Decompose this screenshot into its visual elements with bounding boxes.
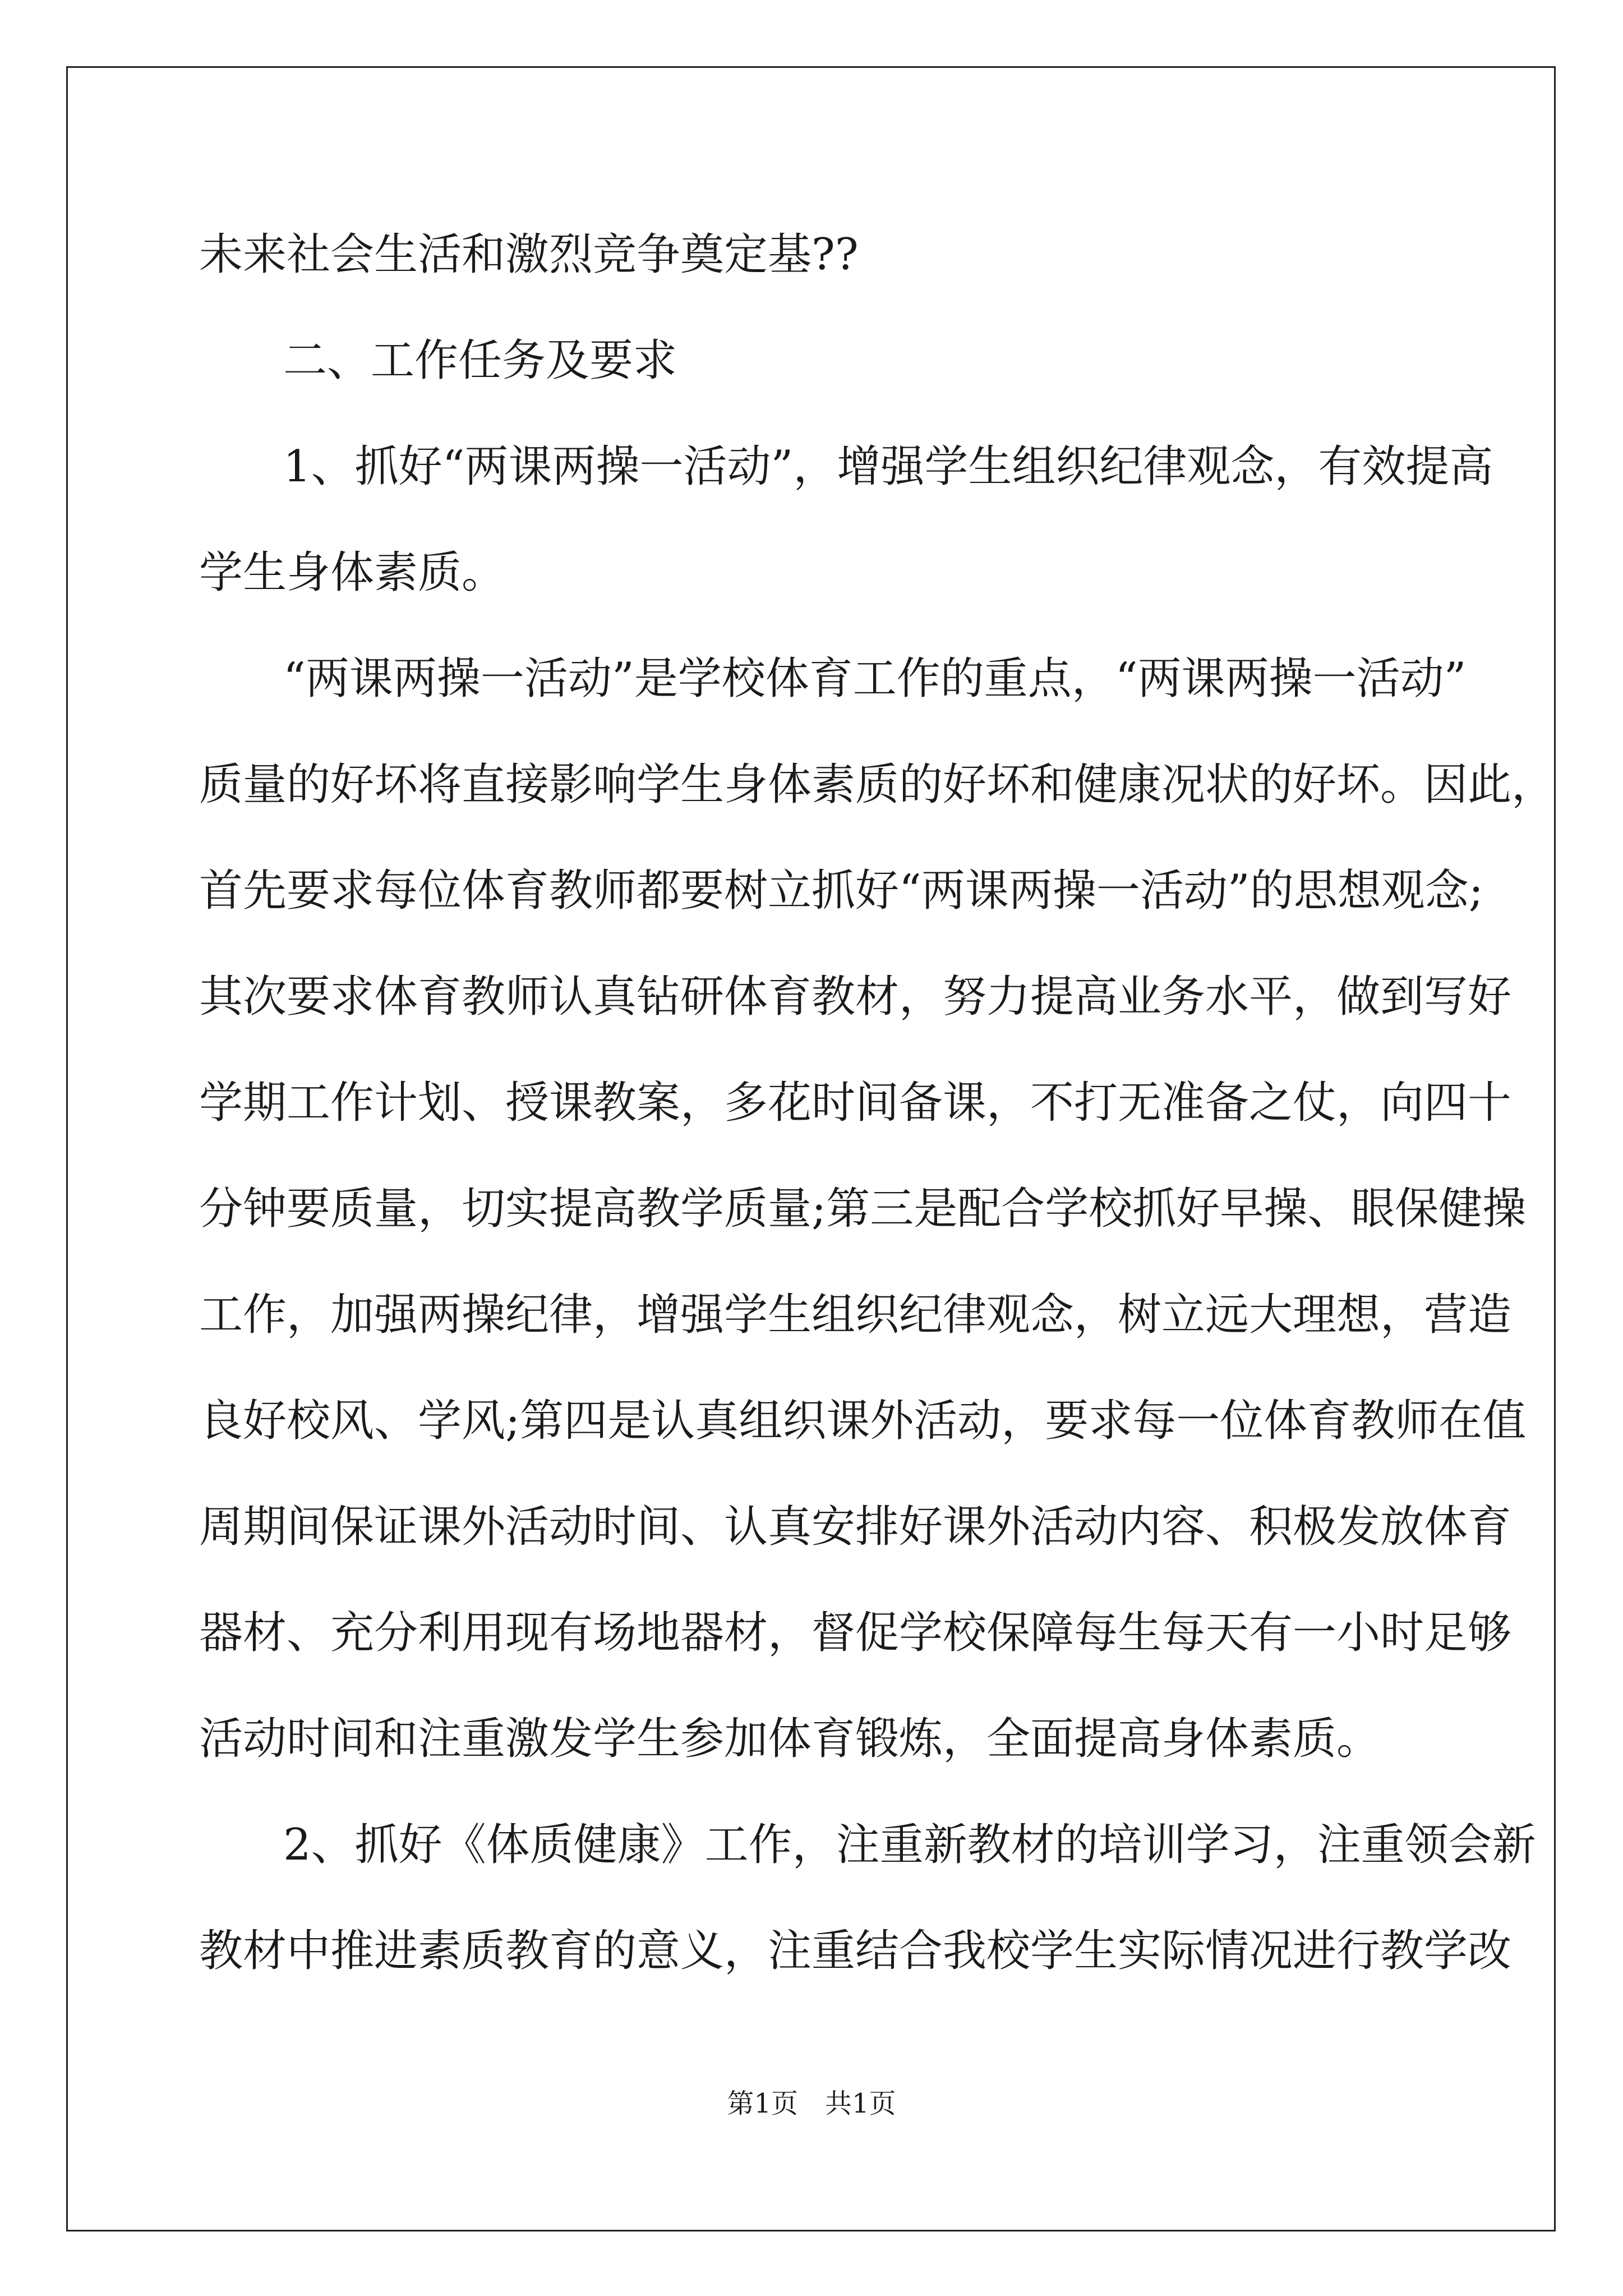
text-line: 器材、充分利用现有场地器材，督促学校保障每生每天有一小时足够 [199,1608,1512,1658]
text-line: 未来社会生活和激烈竞争奠定基?? [199,229,859,280]
text-line: 工作，加强两操纪律，增强学生组织纪律观念，树立远大理想，营造 [199,1290,1512,1340]
text-line: 良好校风、学风;第四是认真组织课外活动，要求每一位体育教师在值 [199,1396,1527,1446]
document-body [199,202,1556,2004]
text-line: “两课两操一活动”是学校体育工作的重点，“两课两操一活动” [283,654,1467,704]
text-line: 首先要求每位体育教师都要树立抓好“两课两操一活动”的思想观念; [199,866,1484,916]
text-line: 1、抓好“两课两操一活动”，增强学生组织纪律观念，有效提高 [283,441,1493,492]
text-line: 二、工作任务及要求 [283,335,677,386]
text-line: 其次要求体育教师认真钻研体育教材，努力提高业务水平，做到写好 [199,972,1512,1022]
text-line: 分钟要质量，切实提高教学质量;第三是配合学校抓好早操、眼保健操 [199,1184,1527,1234]
page-footer: 第1页 共1页 [727,2088,896,2119]
text-line: 活动时间和注重激发学生参加体育锻炼，全面提高身体素质。 [199,1714,1381,1764]
text-line: 2、抓好《体质健康》工作，注重新教材的培训学习，注重领会新 [283,1820,1536,1870]
text-line: 周期间保证课外活动时间、认真安排好课外活动内容、积极发放体育 [199,1502,1512,1552]
text-line: 质量的好坏将直接影响学生身体素质的好坏和健康况状的好坏。因此， [199,760,1556,810]
text-line: 教材中推进素质教育的意义，注重结合我校学生实际情况进行教学改 [199,1926,1512,1976]
text-line: 学期工作计划、授课教案，多花时间备课，不打无准备之仗，向四十 [199,1078,1512,1128]
text-line: 学生身体素质。 [199,547,506,598]
